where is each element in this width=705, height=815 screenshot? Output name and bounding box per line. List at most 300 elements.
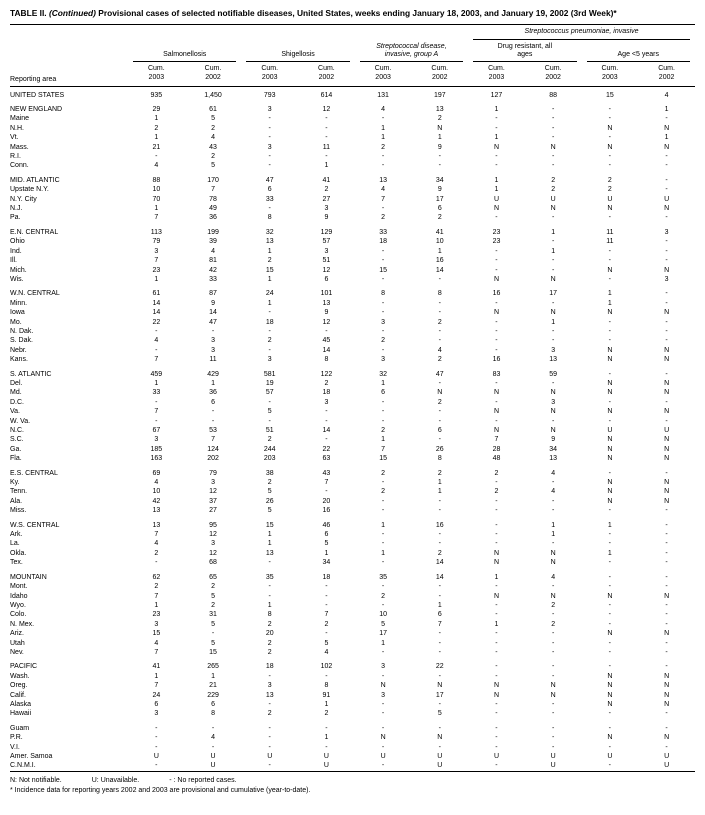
value-cell: 20 [265,630,274,638]
value-cell: 2 [324,186,329,194]
value-cell: 7 [381,195,386,203]
table-row [10,709,695,718]
value-cell: - [665,540,668,548]
value-cell: - [665,469,668,477]
value-cell: 3 [381,318,386,326]
value-cell: - [665,214,668,222]
value-cell: - [665,247,668,255]
value-cell: - [551,507,555,515]
value-cell: - [495,724,498,732]
value-cell: U [210,753,216,760]
value-cell: 95 [209,521,217,529]
value-cell: 81 [209,257,217,265]
reporting-area-cell: MOUNTAIN [10,573,47,581]
value-cell: 23 [492,228,501,236]
value-cell: 15 [379,266,387,274]
legend-no-reported-cases: - : No reported cases. [169,776,237,784]
value-cell: 8 [437,455,442,463]
value-cell: - [665,521,668,529]
value-cell: 1 [551,531,556,539]
value-cell: 2 [381,214,386,222]
value-cell: - [155,346,158,354]
value-cell: - [495,583,498,591]
value-cell: - [495,257,498,265]
value-cell: - [551,611,555,619]
value-cell: - [495,700,498,708]
reporting-area-cell: N.J. [10,205,23,213]
table-row [10,700,695,709]
reporting-area-cell: Amer. Samoa [10,753,53,760]
value-cell: - [495,507,498,515]
value-cell: - [608,724,612,732]
value-cell: - [438,417,441,425]
value-cell: 33 [265,195,274,203]
value-cell: N [493,309,499,317]
value-cell: 34 [322,559,331,567]
value-cell: 6 [211,398,215,406]
value-cell: 57 [322,238,331,246]
value-cell: 7 [494,436,499,444]
table-row [10,398,695,407]
value-cell: - [325,436,328,444]
value-cell: 67 [152,427,161,434]
value-cell: - [665,327,668,335]
value-cell: 2 [437,469,442,477]
value-cell: 2 [551,186,556,194]
value-cell: 11 [322,143,331,151]
reporting-area-cell: Calif. [10,691,26,699]
reporting-area-cell: V.I. [10,743,20,751]
table-row [10,506,695,515]
value-cell: 2 [437,214,442,222]
value-cell: 2 [381,143,386,151]
value-cell: 4 [154,162,159,170]
value-cell: N [607,497,613,505]
table-row [10,752,695,761]
value-cell: 1 [154,134,159,142]
table-row [10,213,695,222]
value-cell: 70 [152,195,161,203]
value-cell: 2 [267,479,272,487]
table-row [10,100,695,114]
value-cell: - [551,115,555,123]
value-cell: 16 [435,521,444,529]
table-row [10,657,695,671]
value-cell: 15 [605,91,614,99]
value-cell: - [268,398,271,406]
value-cell: - [381,275,385,283]
value-cell: N [664,479,670,487]
reporting-area-cell: W. Va. [10,417,31,425]
value-cell: - [381,507,385,515]
value-cell: 1 [494,573,499,581]
value-cell: 23 [492,238,501,246]
value-cell: - [608,743,612,751]
table-row [10,133,695,142]
value-cell: U [437,762,443,770]
table-row [10,275,695,284]
table-row [10,237,695,246]
reporting-area-cell: Conn. [10,162,29,170]
value-cell: - [381,531,385,539]
value-cell: 13 [549,356,558,364]
value-cell: 3 [267,682,272,690]
value-cell: - [665,337,668,345]
value-cell: 3 [154,710,159,718]
value-cell: 6 [267,186,272,194]
value-cell: 185 [150,445,163,453]
value-cell: - [608,247,612,255]
reporting-area-cell: Idaho [10,592,28,600]
table-row [10,308,695,317]
value-cell: - [381,205,385,213]
value-cell: 12 [209,531,217,539]
value-cell: 18 [265,663,274,671]
value-cell: 131 [377,91,389,99]
reporting-area-cell: Ala. [10,497,23,505]
table-row [10,407,695,416]
reporting-area-cell: E.N. CENTRAL [10,228,59,236]
value-cell: N [607,408,613,416]
value-cell: - [495,540,498,548]
value-cell: - [438,540,441,548]
value-cell: 229 [207,691,219,699]
value-cell: - [438,507,441,515]
value-cell: 2 [551,620,556,628]
value-cell: 2 [211,124,215,132]
value-cell: 12 [209,549,217,557]
age-under5-cum-2003-header: Cum. 2003 [582,62,639,86]
value-cell: - [438,630,441,638]
value-cell: 36 [209,389,217,397]
value-cell: 3 [664,275,669,283]
value-cell: - [665,639,668,647]
reporting-area-cell: Ohio [10,238,25,246]
table-row [10,478,695,487]
value-cell: 4 [664,91,669,99]
value-cell: 127 [490,91,503,99]
value-cell: - [495,479,498,487]
value-cell: - [495,672,498,680]
value-cell: 6 [154,700,159,708]
reporting-area-cell: Hawaii [10,710,32,718]
age-under5-header [582,40,696,63]
value-cell: 6 [381,389,386,397]
value-cell: 1 [607,299,612,307]
value-cell: 2 [154,583,159,591]
reporting-area-cell: Del. [10,379,23,387]
value-cell: N [437,682,443,690]
value-cell: 935 [150,91,163,99]
value-cell: 65 [209,573,217,581]
value-cell: 3 [211,346,215,354]
table-row [10,681,695,690]
value-cell: U [267,753,273,760]
value-cell: 9 [437,186,442,194]
value-cell: 4 [324,648,329,656]
value-cell: 1 [154,379,159,387]
value-cell: 4 [381,106,386,113]
value-cell: 1,450 [204,91,222,99]
table-row [10,365,695,379]
value-cell: - [268,592,271,600]
value-cell: 43 [322,469,331,477]
value-cell: N [664,143,670,151]
table-header [10,25,695,86]
value-cell: - [381,408,385,416]
value-cell: - [325,134,328,142]
value-cell: - [268,134,271,142]
value-cell: - [438,408,441,416]
reporting-area-cell: S. ATLANTIC [10,370,52,378]
table-row [10,299,695,308]
value-cell: - [665,724,668,732]
value-cell: 59 [549,370,558,378]
reporting-area-cell: S. Dak. [10,337,33,345]
value-cell: - [381,417,385,425]
value-cell: 1 [551,247,556,255]
value-cell: N [607,205,613,213]
reporting-area-cell: Nebr. [10,346,27,354]
value-cell: 1 [494,106,499,113]
value-cell: - [325,583,328,591]
value-cell: - [268,583,271,591]
table-row [10,171,695,185]
table-row [10,445,695,454]
value-cell: - [495,497,498,505]
value-cell: 15 [152,630,161,638]
reporting-area-cell: N. Dak. [10,327,34,335]
value-cell: - [551,583,555,591]
value-cell: 63 [322,455,331,463]
value-cell: 39 [209,238,217,246]
drug-resistant-cum-2002-header: Cum. 2002 [525,62,582,86]
table-row [10,672,695,681]
value-cell: - [381,309,385,317]
value-cell: - [438,327,441,335]
value-cell: 1 [381,639,386,647]
value-cell: - [665,417,668,425]
value-cell: - [495,531,498,539]
value-cell: 18 [322,389,331,397]
value-cell: 4 [381,186,386,194]
value-cell: U [493,753,499,760]
value-cell: 13 [152,521,161,529]
value-cell: 13 [265,549,274,557]
value-cell: - [495,379,498,387]
value-cell: - [495,318,498,326]
value-cell: 37 [209,497,217,505]
value-cell: 429 [207,370,219,378]
table-row [10,204,695,213]
value-cell: 23 [152,611,161,619]
value-cell: 4 [154,540,159,548]
value-cell: - [381,346,385,354]
value-cell: 45 [322,337,331,345]
value-cell: - [325,115,328,123]
reporting-area-cell: UNITED STATES [10,91,65,99]
value-cell: 79 [209,469,217,477]
value-cell: 9 [551,436,556,444]
value-cell: 14 [322,427,331,434]
value-cell: - [608,710,612,718]
shigellosis-label: Shigellosis [281,50,315,58]
value-cell: - [381,115,385,123]
value-cell: 2 [381,337,386,345]
value-cell: - [495,346,498,354]
value-cell: 1 [154,275,159,283]
value-cell: 2 [437,115,442,123]
value-cell: - [211,743,215,751]
value-cell: 34 [549,445,558,453]
table-row [10,620,695,629]
value-cell: 1 [211,672,215,680]
value-cell: 10 [152,186,161,194]
reporting-area-cell: N.Y. City [10,195,37,203]
value-cell: N [493,143,499,151]
value-cell: N [493,691,499,699]
value-cell: - [381,479,385,487]
value-cell: - [438,379,441,387]
table-row [10,582,695,591]
value-cell: N [493,408,499,416]
reporting-area-label: Reporting area [10,75,57,83]
strep-a-cum-2003-header: Cum. 2003 [355,62,412,86]
reporting-area-cell: W.N. CENTRAL [10,290,60,298]
table-row [10,426,695,435]
strep-pneumoniae-header [468,25,695,40]
reporting-area-cell: MID. ATLANTIC [10,176,60,184]
notifiable-diseases-table [10,24,695,771]
value-cell: - [495,611,498,619]
value-cell: - [608,162,612,170]
value-cell: - [325,592,328,600]
legend-not-notifiable: N: Not notifiable. [10,776,62,784]
table-row [10,601,695,610]
value-cell: - [438,162,441,170]
provisional-note: * Incidence data for reporting years 2002 and 2003 are provisional and cumulative (year-to-date). [10,787,311,795]
value-cell: 47 [209,318,217,326]
reporting-area-cell: Okla. [10,549,27,557]
value-cell: 88 [549,91,558,99]
table-row [10,743,695,752]
value-cell: 33 [209,275,217,283]
value-cell: 1 [437,488,442,496]
value-cell: U [550,753,556,760]
value-cell: 2 [267,639,272,647]
value-cell: - [608,639,612,647]
value-cell: 14 [322,346,331,354]
value-cell: N [607,309,613,317]
value-cell: N [664,445,670,453]
value-cell: - [608,507,612,515]
value-cell: 1 [267,601,272,609]
value-cell: 47 [265,176,274,184]
value-cell: N [550,691,556,699]
value-cell: - [268,743,271,751]
value-cell: 79 [152,238,161,246]
table-row [10,568,695,582]
value-cell: 459 [150,370,163,378]
reporting-area-cell: Maine [10,115,30,123]
value-cell: - [268,700,271,708]
value-cell: 10 [152,488,161,496]
value-cell: N [493,389,499,397]
age-under5-cum-2002-header: Cum. 2002 [638,62,695,86]
value-cell: - [381,153,385,161]
value-cell: N [380,734,386,742]
strep-group-a-header [355,40,468,63]
value-cell: 1 [494,186,499,194]
value-cell: N [437,389,443,397]
value-cell: 15 [265,521,274,529]
value-cell: 5 [211,592,215,600]
value-cell: - [381,672,385,680]
value-cell: 5 [211,620,215,628]
value-cell: - [551,162,555,170]
value-cell: 3 [267,356,272,364]
value-cell: 12 [209,488,217,496]
value-cell: 1 [324,549,329,557]
value-cell: - [495,162,498,170]
value-cell: - [495,214,498,222]
table-row [10,114,695,123]
value-cell: 33 [379,228,387,236]
value-cell: 69 [152,469,161,477]
value-cell: N [607,346,613,354]
value-cell: - [381,299,385,307]
value-cell: 88 [152,176,161,184]
value-cell: N [550,592,556,600]
value-cell: - [268,346,271,354]
value-cell: - [438,436,441,444]
value-cell: - [325,327,328,335]
value-cell: - [438,592,441,600]
table-row [10,152,695,161]
value-cell: - [438,309,441,317]
table-row [10,247,695,256]
value-cell: 7 [154,531,159,539]
value-cell: - [268,734,271,742]
value-cell: 3 [211,479,215,487]
value-cell: - [381,327,385,335]
value-cell: - [438,531,441,539]
value-cell: 24 [152,691,161,699]
value-cell: 8 [437,290,442,298]
value-cell: - [381,497,385,505]
value-cell: N [607,379,613,387]
table-row [10,719,695,733]
table-row [10,549,695,558]
reporting-area-cell: Utah [10,639,25,647]
value-cell: U [550,195,556,203]
value-cell: - [438,724,441,732]
value-cell: 9 [324,309,329,317]
value-cell: N [664,497,670,505]
value-cell: 1 [494,620,499,628]
value-cell: 163 [150,455,163,463]
value-cell: 41 [322,176,331,184]
value-cell: 26 [265,497,274,505]
table-row [10,86,695,100]
value-cell: 61 [209,106,217,113]
value-cell: 6 [324,531,329,539]
value-cell: - [665,611,668,619]
value-cell: - [211,408,215,416]
value-cell: - [665,573,668,581]
reporting-area-cell: Kans. [10,356,28,364]
value-cell: N [607,691,613,699]
